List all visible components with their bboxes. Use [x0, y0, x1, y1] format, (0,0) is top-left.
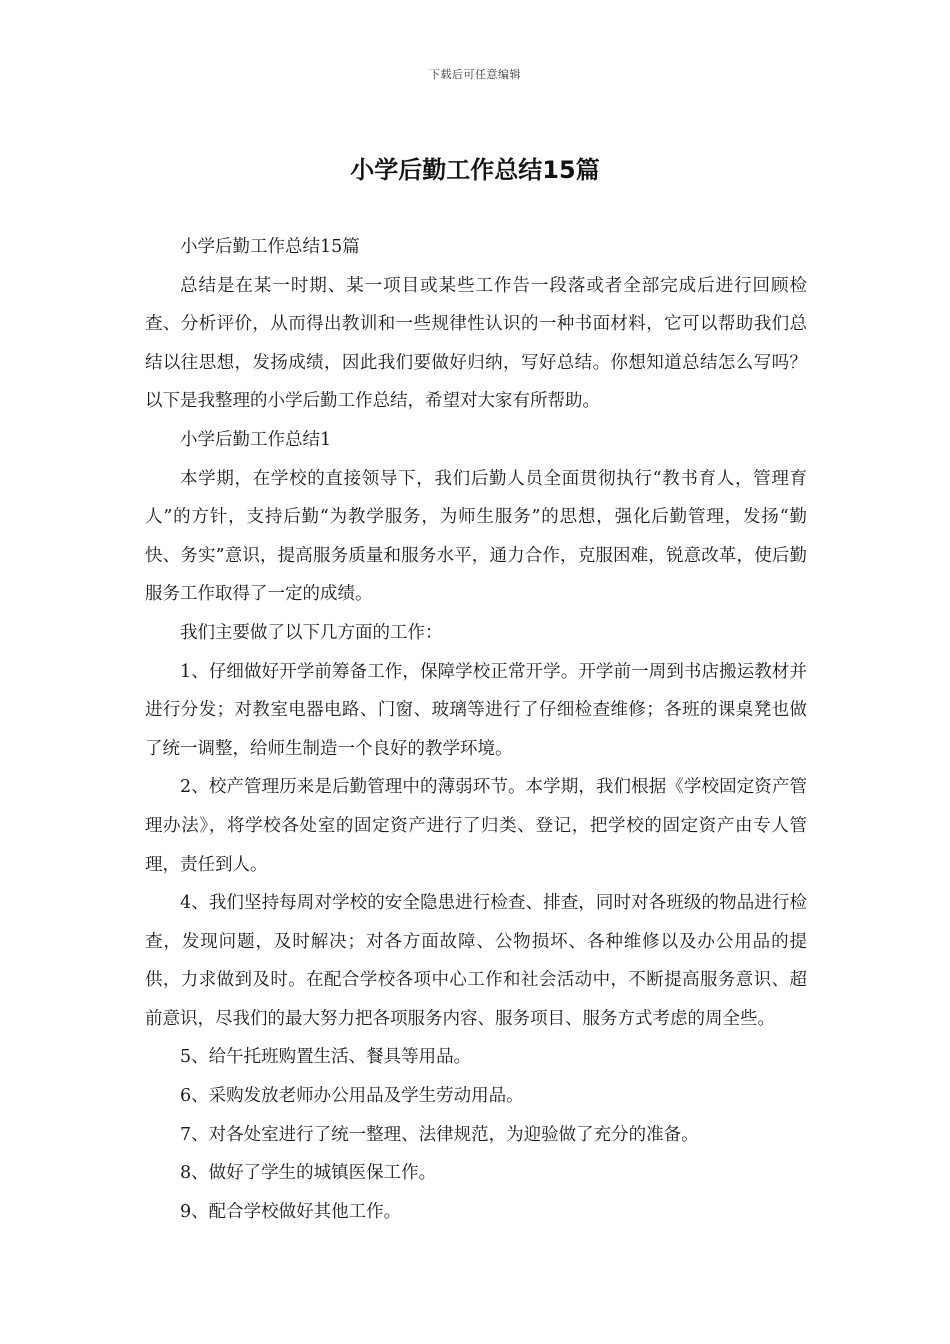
paragraph-item-1: 1、仔细做好开学前筹备工作，保障学校正常开学。开学前一周到书店搬运教材并进行分发；对教室电器电路、门窗、玻璃等进行了仔细检查维修；各班的课桌凳也做了统一调整，给师生制造一个良好的教学环境。 [145, 661, 807, 759]
paragraph-subtitle: 小学后勤工作总结15篇 [180, 237, 360, 257]
paragraph-section-heading: 小学后勤工作总结1 [180, 429, 332, 450]
paragraph-intro: 总结是在某一时期、某一项目或某些工作告一段落或者全部完成后进行回顾检查、分析评价，从而得出教训和一些规律性认识的一种书面材料，它可以帮助我们总结以往思想，发扬成绩，因此我们要做好归纳，写好总结。你想知道总结怎么写吗？以下是我整理的小学后勤工作总结，希望对大家有所帮助。 [145, 275, 807, 412]
paragraph-item-4: 4、我们坚持每周对学校的安全隐患进行检查、排查，同时对各班级的物品进行检查，发现问题，及时解决；对各方面故障、公物损坏、各种维修以及办公用品的提供，力求做到及时。在配合学校各项中心工作和社会活动中，不断提高服务意识、超前意识，尽我们的最大努力把各项服务内容、服务项目、服务方式考虑的周全些。 [145, 893, 807, 1029]
paragraph-overview: 本学期，在学校的直接领导下，我们后勤人员全面贯彻执行“教书育人，管理育人”的方针，支持后勤“为教学服务，为师生服务”的思想，强化后勤管理，发扬“勤快、务实”意识，提高服务质量和服务水平，通力合作，克服困难，锐意改革，使后勤服务工作取得了一定的成绩。 [145, 468, 807, 605]
document-title: 小学后勤工作总结15篇 [350, 156, 600, 184]
document-body [145, 228, 807, 1231]
paragraph-item-2: 2、校产管理历来是后勤管理中的薄弱环节。本学期，我们根据《学校固定资产管理办法》，将学校各处室的固定资产进行了归类、登记，把学校的固定资产由专人管理，责任到人。 [145, 777, 807, 875]
paragraph-item-5: 5、给午托班购置生活、餐具等用品。 [180, 1047, 472, 1068]
paragraph-lead-in: 我们主要做了以下几方面的工作： [180, 622, 443, 643]
paragraph-item-6: 6、采购发放老师办公用品及学生劳动用品。 [180, 1086, 524, 1107]
paragraph-item-7: 7、对各处室进行了统一整理、法律规范，为迎验做了充分的准备。 [180, 1124, 699, 1145]
paragraph-item-9: 9、配合学校做好其他工作。 [180, 1201, 402, 1222]
header-note: 下载后可任意编辑 [429, 68, 521, 81]
paragraph-item-8: 8、做好了学生的城镇医保工作。 [180, 1163, 437, 1184]
